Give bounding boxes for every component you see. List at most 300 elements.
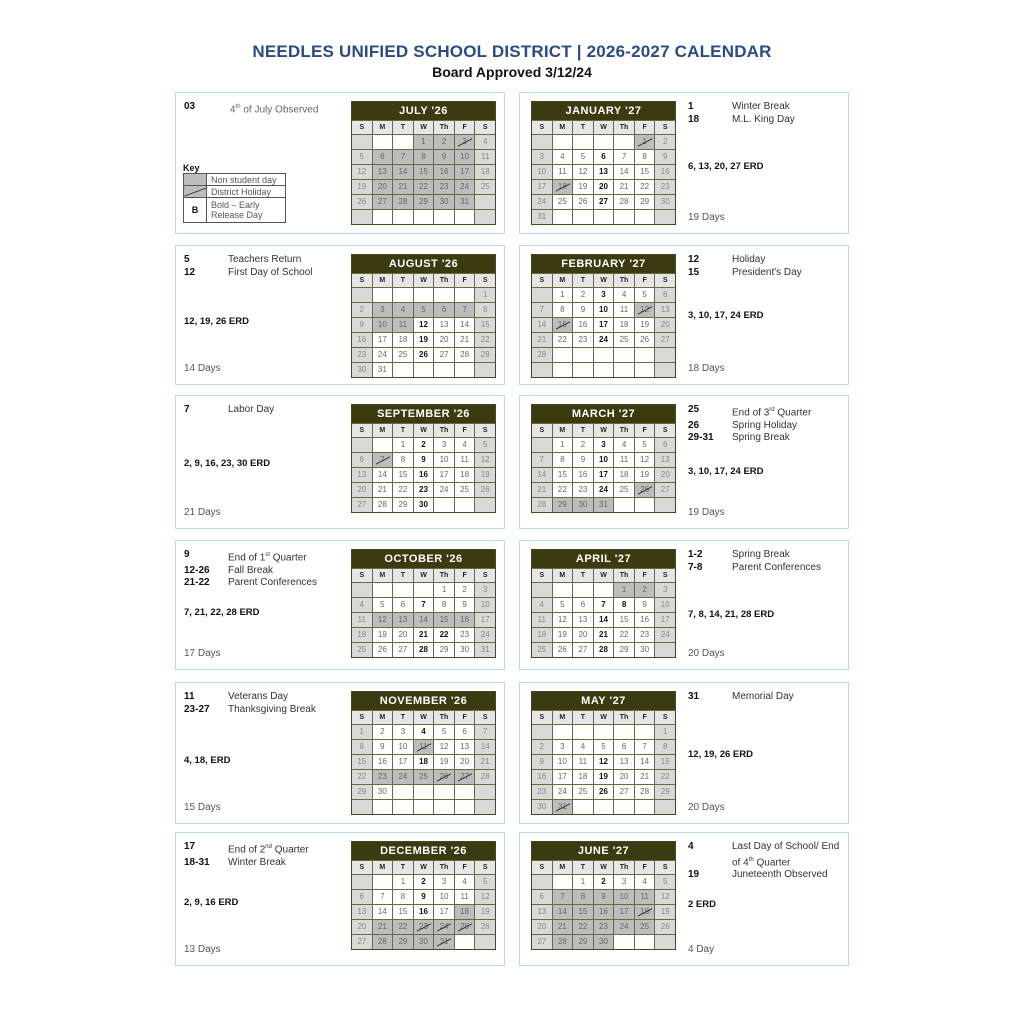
empty-day-cell: [553, 583, 573, 597]
weekday-header: S: [655, 274, 675, 287]
day-cell: 28: [475, 770, 495, 784]
day-cell: 29: [414, 195, 434, 209]
empty-day-cell: [414, 785, 434, 799]
weekday-header: F: [635, 711, 655, 724]
day-cell: 7: [532, 303, 552, 317]
day-cell: 19: [655, 905, 675, 919]
empty-day-cell: [594, 800, 614, 814]
day-cell: 22: [414, 180, 434, 194]
instructional-days-count: 13 Days: [184, 944, 221, 955]
weekday-header: W: [414, 711, 434, 724]
day-cell: 16: [434, 165, 454, 179]
empty-day-cell: [532, 363, 552, 377]
weekday-header: S: [352, 424, 372, 437]
early-release-day-cell: 19: [594, 770, 614, 784]
day-cell: 29: [553, 498, 573, 512]
early-release-day-cell: 30: [414, 498, 434, 512]
day-cell: 16: [573, 318, 593, 332]
day-cell: 5: [373, 598, 393, 612]
weekday-header: T: [573, 861, 593, 874]
event-label: Parent Conferences: [732, 561, 821, 573]
day-cell: 3: [475, 583, 495, 597]
day-cell: 17: [434, 905, 454, 919]
month-calendar: [531, 404, 676, 513]
event-item: [184, 549, 344, 565]
weekday-header: W: [594, 861, 614, 874]
weekday-header: M: [373, 121, 393, 134]
month-notes: [688, 396, 848, 528]
event-item: [688, 869, 848, 882]
day-cell: 10: [434, 453, 454, 467]
event-date: 23-27: [184, 703, 210, 715]
early-release-days: 2 ERD: [688, 899, 716, 910]
day-cell: 26: [373, 643, 393, 657]
weekday-header: M: [373, 424, 393, 437]
empty-day-cell: [594, 135, 614, 149]
day-cell: 17: [553, 770, 573, 784]
weekday-header: T: [393, 424, 413, 437]
page-subtitle: Board Approved 3/12/24: [432, 64, 592, 80]
event-item: [688, 404, 848, 420]
holiday-day-cell: 31: [434, 935, 454, 949]
day-cell: 12: [635, 453, 655, 467]
event-label: End of 3rd Quarter: [732, 407, 812, 419]
weekday-header: S: [655, 121, 675, 134]
event-label: M.L. King Day: [732, 113, 795, 125]
day-cell: 20: [532, 920, 552, 934]
empty-day-cell: [352, 288, 372, 302]
weekday-header: M: [553, 121, 573, 134]
empty-day-cell: [614, 498, 634, 512]
event-label: President's Day: [732, 266, 802, 278]
early-release-days: 12, 19, 26 ERD: [688, 749, 753, 760]
empty-day-cell: [532, 438, 552, 452]
early-release-day-cell: 26: [414, 348, 434, 362]
day-cell: 10: [475, 598, 495, 612]
day-cell: 10: [553, 755, 573, 769]
day-cell: 15: [352, 755, 372, 769]
day-cell: 18: [393, 333, 413, 347]
day-cell: 8: [352, 740, 372, 754]
day-cell: 22: [553, 333, 573, 347]
day-cell: 10: [614, 890, 634, 904]
day-cell: 9: [455, 598, 475, 612]
day-cell: 26: [553, 643, 573, 657]
day-cell: 21: [455, 333, 475, 347]
ordinal-suffix: th: [748, 856, 754, 863]
day-cell: 15: [393, 468, 413, 482]
day-grid: [352, 568, 495, 657]
month-notes: [184, 396, 344, 528]
event-label: 4th of July Observed: [230, 104, 319, 116]
weekday-header: S: [475, 711, 495, 724]
empty-day-cell: [393, 210, 413, 224]
day-cell: 18: [455, 468, 475, 482]
empty-day-cell: [475, 785, 495, 799]
early-release-day-cell: 24: [594, 333, 614, 347]
empty-day-cell: [434, 288, 454, 302]
day-cell: 12: [373, 613, 393, 627]
empty-day-cell: [594, 210, 614, 224]
empty-day-cell: [475, 363, 495, 377]
day-cell: 2: [373, 725, 393, 739]
day-cell: 23: [455, 628, 475, 642]
holiday-day-cell: 27: [455, 770, 475, 784]
early-release-day-cell: 26: [594, 785, 614, 799]
day-cell: 18: [573, 770, 593, 784]
day-cell: 9: [573, 453, 593, 467]
weekday-header: Th: [434, 274, 454, 287]
day-cell: 30: [532, 800, 552, 814]
weekday-header: F: [455, 711, 475, 724]
empty-day-cell: [594, 583, 614, 597]
event-item: [184, 404, 344, 417]
day-cell: 4: [532, 598, 552, 612]
holiday-day-cell: 18: [553, 180, 573, 194]
weekday-header: S: [352, 274, 372, 287]
empty-day-cell: [635, 348, 655, 362]
empty-day-cell: [614, 725, 634, 739]
day-cell: 30: [573, 498, 593, 512]
instructional-days-count: 18 Days: [688, 363, 725, 374]
event-label: Juneteenth Observed: [732, 869, 828, 881]
empty-day-cell: [414, 363, 434, 377]
empty-day-cell: [635, 210, 655, 224]
day-cell: 27: [434, 348, 454, 362]
event-list: [688, 404, 848, 445]
empty-day-cell: [635, 498, 655, 512]
weekday-header: M: [373, 569, 393, 582]
day-cell: 16: [455, 613, 475, 627]
day-cell: 22: [393, 483, 413, 497]
day-cell: 24: [393, 770, 413, 784]
empty-day-cell: [655, 348, 675, 362]
day-cell: 18: [532, 628, 552, 642]
day-cell: 30: [635, 643, 655, 657]
event-date: 21-22: [184, 577, 210, 589]
day-cell: 11: [532, 613, 552, 627]
event-label: Memorial Day: [732, 691, 794, 702]
weekday-header: Th: [434, 569, 454, 582]
day-grid: [352, 273, 495, 377]
month-notes: [184, 833, 344, 965]
day-cell: 22: [352, 770, 372, 784]
day-cell: 24: [455, 180, 475, 194]
day-cell: 27: [352, 498, 372, 512]
day-cell: 20: [655, 318, 675, 332]
early-release-day-cell: 14: [594, 613, 614, 627]
day-cell: 18: [614, 468, 634, 482]
empty-day-cell: [352, 135, 372, 149]
day-cell: 13: [655, 303, 675, 317]
instructional-days-count: 4 Day: [688, 944, 715, 955]
early-release-day-cell: 17: [594, 468, 614, 482]
day-cell: 12: [352, 165, 372, 179]
weekday-header: S: [532, 424, 552, 437]
event-date: 12-26: [184, 564, 210, 576]
ordinal-suffix: st: [265, 552, 270, 558]
event-date: 15: [688, 266, 700, 278]
month-calendar: [531, 549, 676, 658]
day-cell: 23: [573, 483, 593, 497]
day-cell: 6: [352, 890, 372, 904]
event-date: 1: [688, 101, 694, 112]
empty-day-cell: [655, 363, 675, 377]
early-release-day-cell: 21: [594, 628, 614, 642]
day-cell: 9: [594, 890, 614, 904]
day-cell: 28: [635, 785, 655, 799]
legend-row: [184, 198, 286, 223]
early-release-day-cell: 23: [414, 483, 434, 497]
weekday-header: W: [414, 121, 434, 134]
day-cell: 22: [655, 770, 675, 784]
day-cell: 11: [635, 890, 655, 904]
day-cell: 15: [553, 468, 573, 482]
empty-day-cell: [475, 210, 495, 224]
month-notes: [688, 93, 848, 233]
month-title: AUGUST '26: [352, 255, 495, 273]
month-notes: [688, 246, 848, 384]
day-cell: 24: [532, 195, 552, 209]
event-item: [688, 691, 848, 704]
empty-day-cell: [373, 800, 393, 814]
day-cell: 17: [655, 613, 675, 627]
month-calendar: [351, 404, 496, 513]
day-grid: [532, 568, 675, 657]
empty-day-cell: [373, 288, 393, 302]
day-cell: 12: [655, 890, 675, 904]
day-cell: 6: [655, 288, 675, 302]
day-cell: 2: [455, 583, 475, 597]
day-cell: 20: [393, 628, 413, 642]
month-panel: [175, 245, 505, 385]
day-cell: 20: [655, 468, 675, 482]
event-label: End of 2nd Quarter: [228, 844, 309, 856]
day-cell: 22: [573, 920, 593, 934]
weekday-header: S: [352, 711, 372, 724]
early-release-day-cell: 7: [594, 598, 614, 612]
early-release-days: 2, 9, 16, 23, 30 ERD: [184, 458, 271, 469]
day-cell: 2: [635, 583, 655, 597]
weekday-header: T: [573, 711, 593, 724]
day-cell: 29: [614, 643, 634, 657]
month-title: APRIL '27: [532, 550, 675, 568]
day-grid: [352, 860, 495, 949]
early-release-days: 12, 19, 26 ERD: [184, 316, 249, 327]
legend-row: [184, 186, 286, 198]
event-date: 03: [184, 101, 196, 112]
early-release-day-cell: 16: [414, 905, 434, 919]
day-cell: 2: [434, 135, 454, 149]
day-cell: 25: [352, 643, 372, 657]
day-cell: 19: [475, 905, 495, 919]
empty-day-cell: [373, 135, 393, 149]
day-cell: 25: [614, 333, 634, 347]
instructional-days-count: 15 Days: [184, 802, 221, 813]
day-cell: 18: [455, 905, 475, 919]
day-cell: 12: [573, 165, 593, 179]
day-cell: 25: [573, 785, 593, 799]
day-cell: 30: [373, 785, 393, 799]
day-cell: 4: [573, 740, 593, 754]
empty-day-cell: [373, 210, 393, 224]
day-cell: 15: [434, 613, 454, 627]
day-cell: 4: [614, 438, 634, 452]
day-cell: 7: [475, 725, 495, 739]
day-cell: 8: [393, 453, 413, 467]
day-cell: 9: [532, 755, 552, 769]
day-cell: 11: [475, 150, 495, 164]
event-list: [688, 101, 848, 126]
weekday-header: S: [655, 569, 675, 582]
day-cell: 1: [553, 288, 573, 302]
empty-day-cell: [352, 800, 372, 814]
day-cell: 4: [614, 288, 634, 302]
day-cell: 25: [635, 920, 655, 934]
legend-label: Bold – Early Release Day: [207, 198, 286, 223]
empty-day-cell: [553, 348, 573, 362]
event-date: 31: [688, 691, 700, 702]
event-date: 7: [184, 404, 190, 415]
day-grid: [352, 423, 495, 512]
month-title: FEBRUARY '27: [532, 255, 675, 273]
day-cell: 2: [352, 303, 372, 317]
day-cell: 3: [614, 875, 634, 889]
weekday-header: S: [532, 569, 552, 582]
day-cell: 21: [373, 483, 393, 497]
event-date: 4: [688, 841, 694, 852]
empty-day-cell: [573, 583, 593, 597]
day-cell: 17: [373, 333, 393, 347]
early-release-day-cell: 10: [594, 453, 614, 467]
event-date: 7-8: [688, 561, 703, 573]
empty-day-cell: [393, 363, 413, 377]
early-release-day-cell: 12: [594, 755, 614, 769]
month-title: JANUARY '27: [532, 102, 675, 120]
empty-day-cell: [553, 210, 573, 224]
weekday-header: Th: [614, 121, 634, 134]
day-cell: 24: [614, 920, 634, 934]
day-cell: 16: [635, 613, 655, 627]
day-cell: 16: [532, 770, 552, 784]
legend-swatch-hol: [184, 186, 207, 198]
day-cell: 4: [553, 150, 573, 164]
instructional-days-count: 19 Days: [688, 507, 725, 518]
day-cell: 16: [352, 333, 372, 347]
empty-day-cell: [655, 643, 675, 657]
weekday-header: F: [635, 569, 655, 582]
event-date: 17: [184, 841, 196, 852]
day-cell: 28: [532, 498, 552, 512]
event-list: [184, 254, 344, 279]
day-cell: 12: [475, 890, 495, 904]
day-cell: 8: [655, 740, 675, 754]
day-cell: 5: [635, 288, 655, 302]
empty-day-cell: [635, 935, 655, 949]
legend-table: [183, 173, 286, 223]
weekday-header: F: [455, 121, 475, 134]
month-notes: [688, 683, 848, 823]
legend-label: Non student day: [207, 174, 286, 186]
empty-day-cell: [455, 498, 475, 512]
event-item: [184, 254, 344, 267]
day-cell: 22: [635, 180, 655, 194]
weekday-header: W: [414, 424, 434, 437]
weekday-header: Th: [614, 424, 634, 437]
day-cell: 16: [373, 755, 393, 769]
day-cell: 6: [455, 725, 475, 739]
month-panel: [519, 832, 849, 966]
event-list: [184, 691, 344, 716]
day-cell: 8: [573, 890, 593, 904]
weekday-header: S: [655, 424, 675, 437]
event-item: [688, 841, 848, 869]
day-cell: 10: [434, 890, 454, 904]
early-release-day-cell: 24: [594, 483, 614, 497]
day-cell: 2: [573, 288, 593, 302]
event-list: [184, 549, 344, 590]
empty-day-cell: [655, 210, 675, 224]
empty-day-cell: [414, 800, 434, 814]
event-date: 12: [184, 266, 196, 278]
day-cell: 24: [373, 348, 393, 362]
weekday-header: M: [553, 424, 573, 437]
day-cell: 5: [352, 150, 372, 164]
day-cell: 19: [573, 180, 593, 194]
empty-day-cell: [393, 800, 413, 814]
day-cell: 23: [532, 785, 552, 799]
day-cell: 1: [475, 288, 495, 302]
empty-day-cell: [553, 135, 573, 149]
weekday-header: M: [553, 274, 573, 287]
day-cell: 13: [455, 740, 475, 754]
day-cell: 30: [414, 935, 434, 949]
day-cell: 15: [573, 905, 593, 919]
early-release-days: 3, 10, 17, 24 ERD: [688, 310, 764, 321]
holiday-day-cell: 26: [434, 770, 454, 784]
day-cell: 1: [393, 438, 413, 452]
event-item: [688, 432, 848, 445]
day-cell: 29: [393, 498, 413, 512]
day-cell: 21: [373, 920, 393, 934]
day-cell: 1: [393, 875, 413, 889]
empty-day-cell: [455, 800, 475, 814]
day-cell: 21: [475, 755, 495, 769]
day-grid: [532, 710, 675, 814]
early-release-day-cell: 28: [414, 643, 434, 657]
day-cell: 17: [532, 180, 552, 194]
day-cell: 11: [614, 453, 634, 467]
empty-day-cell: [352, 210, 372, 224]
event-date: 5: [184, 254, 190, 265]
empty-day-cell: [532, 288, 552, 302]
day-cell: 31: [594, 498, 614, 512]
day-cell: 23: [573, 333, 593, 347]
day-cell: 1: [573, 875, 593, 889]
day-cell: 8: [414, 150, 434, 164]
day-cell: 13: [434, 318, 454, 332]
weekday-header: M: [553, 569, 573, 582]
day-cell: 14: [475, 740, 495, 754]
month-calendar: [351, 549, 496, 658]
event-item: [184, 577, 344, 590]
holiday-day-cell: 1: [635, 135, 655, 149]
month-calendar: [351, 841, 496, 950]
day-cell: 14: [532, 468, 552, 482]
event-item: [184, 267, 344, 280]
day-cell: 23: [594, 920, 614, 934]
day-cell: 9: [352, 318, 372, 332]
